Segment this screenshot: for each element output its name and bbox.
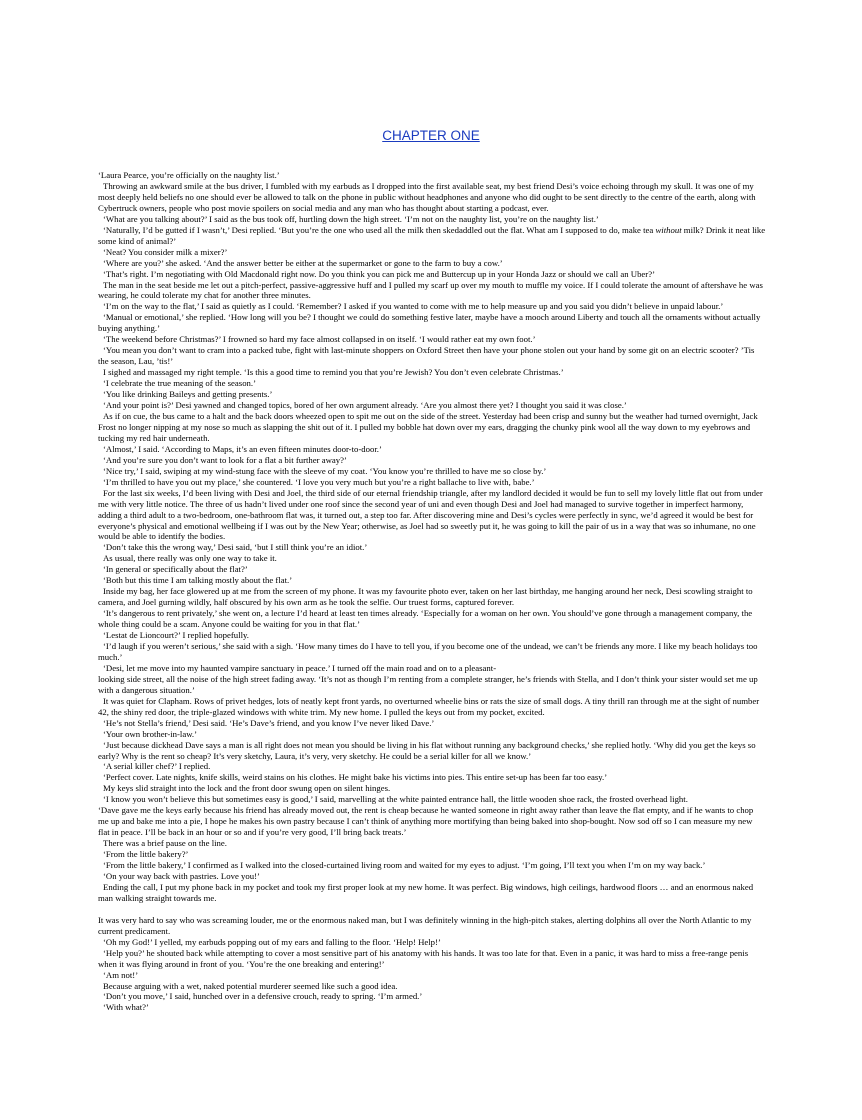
paragraph: ‘I’m on the way to the flat,’ I said as quietly as I could. ‘Remember? I asked if you wanted to come with me to help measure up and you said you didn’t believe in unpaid labour.’ (103, 301, 724, 312)
paragraph: Ending the call, I put my phone back in my pocket and took my first proper look at my new home. It was perfect. Big windows, high ceilings, hardwood floors … and an enormous naked man walking straight towards me. (98, 881, 754, 903)
paragraph: ‘In general or specifically about the flat?’ (103, 564, 248, 575)
paragraph: looking side street, all the noise of the high street fading away. ‘It’s not as though I’m renting from a complete stranger, he’s friends with Stella, and I don’t think your sister would set me up with a dangerous situation.’ (98, 673, 758, 695)
paragraph: ‘Am not!’ (103, 969, 139, 980)
paragraph: ‘Nice try,’ I said, swiping at my wind-stung face with the sleeve of my coat. ‘You know you’re thrilled to have me so close by.’ (103, 465, 547, 476)
paragraph: ‘I’d laugh if you weren’t serious,’ she said with a sigh. ‘How many times do I have to tell you, if you become one of the undead, we can’t be friends any more. I like my beach holidays too much.’ (98, 640, 758, 662)
paragraph: ‘It’s dangerous to rent privately,’ she went on, a lecture I’d heard at least ten times already. ‘Especially for a woman on her own. You should’ve gone through a management company, the whole thing could be a scam. Anyone could be waiting for you in that flat.’ (98, 608, 753, 630)
paragraph: As usual, there really was only one way to take it. (103, 553, 277, 564)
paragraph: Throwing an awkward smile at the bus driver, I fumbled with my earbuds as I dropped into the first available seat, my best friend Desi’s voice echoing through my skull. It was one of my most deeply held beliefs no one should ever be allowed to talk on the phone in public without headphones and anyone who did ought to be sent directly to the centre of the earth, along with Cybertruck owners, people who post movie spoilers on social media and any man who has thought about starting a podcast, ever. (98, 180, 756, 213)
paragraph: ‘I’m thrilled to have you out my place,’ she countered. ‘I love you very much but you’re a right ballache to live with, babe.’ (103, 476, 535, 487)
paragraph: ‘A serial killer chef?’ I replied. (103, 761, 211, 772)
paragraph: ‘That’s right. I’m negotiating with Old Macdonald right now. Do you think you can pick me and Buttercup up in your Honda Jazz or should we call an Uber?’ (103, 268, 655, 279)
chapter-body (98, 170, 766, 1013)
paragraph: ‘Laura Pearce, you’re officially on the naughty list.’ (98, 170, 280, 180)
paragraph: ‘Manual or emotional,’ she replied. ‘How long will you be? I thought we could do something festive later, maybe have a mooch around Liberty and touch all the ornaments without actually buying anything.’ (98, 312, 761, 334)
emphasis-text: without (655, 224, 682, 235)
paragraph: ‘And your point is?’ Desi yawned and changed topics, bored of her own argument already. ‘Are you almost there yet? I thought you said it was close.’ (103, 400, 627, 411)
paragraph: I sighed and massaged my right temple. ‘Is this a good time to remind you that you’re Jewish? You don’t even celebrate Christmas.’ (103, 367, 564, 378)
chapter-title: CHAPTER ONE (382, 128, 480, 143)
paragraph-text: ‘Naturally, I’d be gutted if I wasn’t,’ Desi replied. ‘But you’re the one who used all the milk then skedaddled out the flat. What am I supposed to do, make tea (103, 224, 656, 235)
paragraph: ‘From the little bakery?’ (103, 849, 189, 860)
paragraph-text: milk? Drink it neat like some kind of animal?’ (98, 224, 766, 246)
paragraph: ‘On your way back with pastries. Love you!’ (103, 871, 260, 881)
paragraph: ‘Where are you?’ she asked. ‘And the answer better be either at the supermarket or gone to the farm to buy a cow.’ (103, 257, 503, 268)
paragraph: ‘Oh my God!’ I yelled, my earbuds popping out of my ears and falling to the floor. ‘Help! Help!’ (103, 936, 441, 947)
paragraph: ‘What are you talking about?’ I said as the bus took off, hurtling down the high street. ‘I’m not on the naughty list, you’re on the naughty list.’ (103, 213, 599, 224)
paragraph: The man in the seat beside me let out a pitch-perfect, passive-aggressive huff and I pulled my scarf up over my mouth to muffle my voice. If I could tolerate the amount of aftershave he was wearing, he could tolerate my chat for another three minutes. (98, 279, 763, 301)
paragraph: Because arguing with a wet, naked potential murderer seemed like such a good idea. (103, 980, 398, 991)
paragraph: ‘Desi, let me move into my haunted vampire sanctuary in peace.’ I turned off the main road and on to a pleasant- (103, 662, 497, 673)
paragraph: ‘Both but this time I am talking mostly about the flat.’ (103, 575, 293, 586)
paragraph: ‘Almost,’ I said. ‘According to Maps, it’s an even fifteen minutes door-to-door.’ (103, 443, 382, 454)
paragraph: ‘Your own brother-in-law.’ (103, 728, 198, 739)
paragraph: It was very hard to say who was screaming louder, me or the enormous naked man, but I was definitely winning in the high-pitch stakes, alerting dolphins all over the North Atlantic to my current predicament. (98, 914, 752, 936)
paragraph: ‘And you’re sure you don’t want to look for a flat a bit further away?’ (103, 454, 347, 465)
paragraph: ‘Perfect cover. Late nights, knife skills, weird stains on his clothes. He might bake his victims into pies. This entire set-up has been far too easy.’ (103, 772, 608, 783)
paragraph: ‘Lestat de Lioncourt?’ I replied hopefully. (103, 630, 249, 641)
paragraph: ‘I know you won’t believe this but sometimes easy is good,’ I said, marvelling at the white painted entrance hall, the little wooden shoe rack, the frosted overhead light. (103, 794, 688, 805)
paragraph: ‘From the little bakery,’ I confirmed as I walked into the closed-curtained living room and waited for my eyes to adjust. ‘I’m going, I’ll text you when I’m on my way back.’ (103, 860, 706, 871)
paragraph: My keys slid straight into the lock and the front door swung open on silent hinges. (103, 783, 391, 794)
paragraph: ‘Don’t take this the wrong way,’ Desi said, ‘but I still think you’re an idiot.’ (103, 542, 368, 553)
paragraph: ‘You like drinking Baileys and getting presents.’ (103, 389, 273, 400)
paragraph: ‘He’s not Stella’s friend,’ Desi said. ‘He’s Dave’s friend, and you know I’ve never liked Dave.’ (103, 717, 435, 728)
paragraph: ‘Neat? You consider milk a mixer?’ (103, 246, 228, 257)
paragraph: ‘With what?’ (103, 1002, 149, 1013)
paragraph-with-emphasis (98, 225, 766, 247)
paragraph: For the last six weeks, I’d been living with Desi and Joel, the third side of our eternal friendship triangle, after my landlord decided it would be fun to sell my lovely little flat out from under me with very little notice. The three of us hadn’t lived under one roof since the second year of uni and even though Desi and Joel had managed to survive together in imperfect harmony, adding a third adult to a two-bedroom, one-bathroom flat was, it turned out, a step too far. After discovering mine and Desi’s cycles were perfectly in sync, we’d agreed it would be best for everyone’s physical and emotional wellbeing if I was out by the New Year; otherwise, as Joel had so sweetly put it, he was going to kill the pair of us in a way that was so inhumane, no one would be able to identify the bodies. (98, 487, 763, 542)
paragraph: ‘The weekend before Christmas?’ I frowned so hard my face almost collapsed in on itself. ‘I would rather eat my own foot.’ (103, 334, 536, 345)
paragraph: ‘Don’t you move,’ I said, hunched over in a defensive crouch, ready to spring. ‘I’m armed.’ (103, 991, 423, 1002)
paragraph: As if on cue, the bus came to a halt and the back doors wheezed open to spit me out on the side of the street. Yesterday had been crisp and sunny but the weather had turned overnight, Jack Frost no longer nipping at my nose so much as slapping the shit out of it. I pulled my bobble hat down over my ears, dragging the chunky pink wool all the way down to my eyebrows and tucking my red hair underneath. (98, 410, 758, 443)
paragraph: ‘You mean you don’t want to cram into a packed tube, fight with last-minute shoppers on Oxford Street then have your phone stolen out your hand by some git on an electric scooter? ’Tis the season, Lau, ’tis!’ (98, 345, 755, 367)
paragraph: ‘Just because dickhead Dave says a man is all right does not mean you should be living in his flat without running any background checks,’ she replied hotly. ‘Why did you get the keys so early? Why is the rent so cheap? It’s very sketchy, Laura, it’s very, very sketchy. He could be a serial killer for all we know.’ (98, 739, 756, 761)
paragraph: It was quiet for Clapham. Rows of privet hedges, lots of neatly kept front yards, no overturned wheelie bins or rats the size of small dogs. A tiny thrill ran through me at the sight of number 42, the shiny red door, the triple-glazed windows with white trim. My new home. I pulled the keys out from my pocket, excited. (98, 695, 760, 717)
paragraph: Inside my bag, her face glowered up at me from the screen of my phone. It was my favourite photo ever, taken on her last birthday, me hanging around her neck, Desi scowling straight to camera, and Joel gurning wildly, half obscured by his own arm as he took the selfie. Our truest forms, captured forever. (98, 586, 753, 608)
paragraph: ‘Help you?’ he shouted back while attempting to cover a most sensitive part of his anatomy with his hands. It was too late for that. Even in a panic, it was hard to miss a free-range penis when it was flying around in front of you. ‘You’re the one breaking and entering!’ (98, 947, 749, 969)
paragraph: There was a brief pause on the line. (103, 838, 227, 849)
paragraph: ‘Dave gave me the keys early because his friend has already moved out, the rent is cheap because he wanted someone in right away rather than leave the flat empty, and if he wants to chop me up and bake me into a pie, I hope he makes his own pastry because I can’t think of anything more mortifying than being baked into shop-bought. Now sod off so I can measure my new flat in peace. I’ll be back in an hour or so and if you’re very good, I’ll bring back treats.’ (98, 805, 754, 838)
paragraph: ‘I celebrate the true meaning of the season.’ (103, 378, 256, 389)
